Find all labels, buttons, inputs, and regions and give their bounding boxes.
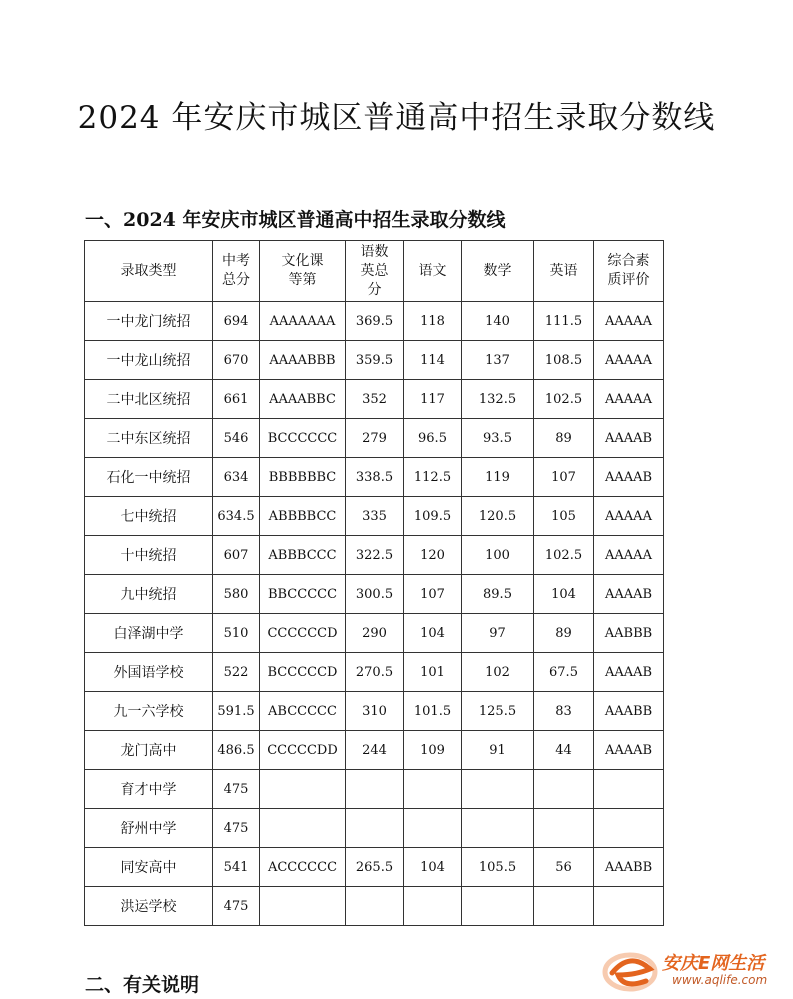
score-cell: 107 xyxy=(534,458,594,497)
score-cell: 117 xyxy=(404,380,462,419)
page-title: 2024 年安庆市城区普通高中招生录取分数线 xyxy=(77,100,716,136)
score-cell: AAAAB xyxy=(594,458,664,497)
score-cell: 107 xyxy=(404,575,462,614)
section-heading-notes: 二、有关说明 xyxy=(85,974,200,996)
table-row xyxy=(85,848,664,887)
score-cell: 89 xyxy=(534,419,594,458)
score-cell xyxy=(404,770,462,809)
score-cell: AAAAB xyxy=(594,419,664,458)
score-cell: 104 xyxy=(404,614,462,653)
score-cell: AAAAA xyxy=(594,536,664,575)
score-cell xyxy=(346,809,404,848)
score-cell: BCCCCCC xyxy=(260,419,346,458)
admission-type-cell: 舒州中学 xyxy=(85,809,213,848)
table-row xyxy=(85,653,664,692)
score-cell: 244 xyxy=(346,731,404,770)
table-row xyxy=(85,497,664,536)
score-cell: CCCCCCD xyxy=(260,614,346,653)
score-cell: 670 xyxy=(213,341,260,380)
column-header-line: 中考 xyxy=(222,253,250,269)
score-cell: 89.5 xyxy=(462,575,534,614)
score-cell: 104 xyxy=(404,848,462,887)
column-header-line: 英总 xyxy=(360,262,389,279)
score-cell: 607 xyxy=(213,536,260,575)
score-cell: 137 xyxy=(462,341,534,380)
score-cell xyxy=(462,770,534,809)
admission-type-cell: 七中统招 xyxy=(85,497,213,536)
table-row xyxy=(85,887,664,926)
score-cell: 96.5 xyxy=(404,419,462,458)
admission-type-cell: 一中龙山统招 xyxy=(85,341,213,380)
score-cell: 300.5 xyxy=(346,575,404,614)
watermark xyxy=(600,945,790,995)
score-cell: 522 xyxy=(213,653,260,692)
score-cell: 105 xyxy=(534,497,594,536)
score-cell: AAAAB xyxy=(594,575,664,614)
column-header xyxy=(85,241,213,302)
score-cell: 56 xyxy=(534,848,594,887)
column-header-line: 语数 xyxy=(360,243,389,260)
score-cell: ABCCCCC xyxy=(260,692,346,731)
table-row xyxy=(85,302,664,341)
aqlife-logo-icon xyxy=(600,945,662,995)
table-row xyxy=(85,458,664,497)
score-cell xyxy=(594,809,664,848)
score-cell: 118 xyxy=(404,302,462,341)
column-header-line: 文化课 xyxy=(281,253,324,269)
score-cell: 105.5 xyxy=(462,848,534,887)
table-header-row xyxy=(85,241,664,302)
score-cell: AAAABBB xyxy=(260,341,346,380)
score-cell: 279 xyxy=(346,419,404,458)
score-cell: 475 xyxy=(213,809,260,848)
score-cell: ACCCCCC xyxy=(260,848,346,887)
score-cell: 120.5 xyxy=(462,497,534,536)
column-header-line: 综合素 xyxy=(607,253,650,269)
score-cell: AAAAA xyxy=(594,497,664,536)
score-cell: 93.5 xyxy=(462,419,534,458)
score-cell: 102.5 xyxy=(534,536,594,575)
score-cell: 102.5 xyxy=(534,380,594,419)
score-cell xyxy=(594,770,664,809)
score-cell: 338.5 xyxy=(346,458,404,497)
score-cell xyxy=(346,887,404,926)
score-cell: 352 xyxy=(346,380,404,419)
score-cell xyxy=(346,770,404,809)
score-cell: 541 xyxy=(213,848,260,887)
watermark-name: 安庆E网生活 xyxy=(662,953,765,974)
score-cell: 102 xyxy=(462,653,534,692)
admission-type-cell: 石化一中统招 xyxy=(85,458,213,497)
score-cell: 109.5 xyxy=(404,497,462,536)
table-row xyxy=(85,692,664,731)
score-cell: 486.5 xyxy=(213,731,260,770)
score-cell: AAAAA xyxy=(594,302,664,341)
admission-type-cell: 白泽湖中学 xyxy=(85,614,213,653)
score-cell xyxy=(260,809,346,848)
score-cell: 108.5 xyxy=(534,341,594,380)
score-cell: AAABB xyxy=(594,848,664,887)
score-cell: BBCCCCC xyxy=(260,575,346,614)
column-header-line: 数学 xyxy=(483,262,512,279)
score-cell xyxy=(462,809,534,848)
score-cell: 359.5 xyxy=(346,341,404,380)
admission-type-cell: 十中统招 xyxy=(85,536,213,575)
column-header-line: 等第 xyxy=(288,272,317,288)
table-row xyxy=(85,809,664,848)
score-cell: AAAAAAA xyxy=(260,302,346,341)
score-cell: 140 xyxy=(462,302,534,341)
score-cell: 335 xyxy=(346,497,404,536)
score-cell: 270.5 xyxy=(346,653,404,692)
score-cell: 101 xyxy=(404,653,462,692)
score-cell: 661 xyxy=(213,380,260,419)
column-header-line: 语文 xyxy=(418,262,447,279)
column-header xyxy=(462,241,534,302)
score-cell: 634.5 xyxy=(213,497,260,536)
score-cell: 132.5 xyxy=(462,380,534,419)
score-cell: 310 xyxy=(346,692,404,731)
score-cell: CCCCCDD xyxy=(260,731,346,770)
admission-type-cell: 九一六学校 xyxy=(85,692,213,731)
score-cell: BBBBBBC xyxy=(260,458,346,497)
score-cell: AAABB xyxy=(594,692,664,731)
column-header-line: 录取类型 xyxy=(120,262,177,279)
score-cell xyxy=(534,809,594,848)
column-header xyxy=(594,241,664,302)
admission-type-cell: 洪运学校 xyxy=(85,887,213,926)
score-cell: 112.5 xyxy=(404,458,462,497)
table-row xyxy=(85,419,664,458)
score-cell: 104 xyxy=(534,575,594,614)
score-cell xyxy=(404,887,462,926)
column-header xyxy=(260,241,346,302)
score-cell: 100 xyxy=(462,536,534,575)
table-row xyxy=(85,770,664,809)
score-cell: AABBB xyxy=(594,614,664,653)
column-header-line: 分 xyxy=(367,281,382,298)
score-cell: ABBBBCC xyxy=(260,497,346,536)
score-cell: AAAABBC xyxy=(260,380,346,419)
score-cell: BCCCCCD xyxy=(260,653,346,692)
admission-type-cell: 外国语学校 xyxy=(85,653,213,692)
table-row xyxy=(85,575,664,614)
score-cell: 44 xyxy=(534,731,594,770)
score-cell xyxy=(260,770,346,809)
admission-type-cell: 二中北区统招 xyxy=(85,380,213,419)
score-cell: AAAAB xyxy=(594,653,664,692)
admission-score-table xyxy=(84,240,664,926)
score-cell: 694 xyxy=(213,302,260,341)
table-row xyxy=(85,341,664,380)
admission-type-cell: 育才中学 xyxy=(85,770,213,809)
score-cell xyxy=(260,887,346,926)
score-cell: 97 xyxy=(462,614,534,653)
score-cell: 89 xyxy=(534,614,594,653)
score-cell xyxy=(404,809,462,848)
score-cell: AAAAB xyxy=(594,731,664,770)
admission-type-cell: 一中龙门统招 xyxy=(85,302,213,341)
column-header xyxy=(534,241,594,302)
score-cell: 114 xyxy=(404,341,462,380)
score-cell: ABBBCCC xyxy=(260,536,346,575)
score-cell: AAAAA xyxy=(594,380,664,419)
score-cell xyxy=(534,770,594,809)
table-row xyxy=(85,731,664,770)
column-header-line: 质评价 xyxy=(607,272,650,288)
score-cell: 546 xyxy=(213,419,260,458)
score-cell: 634 xyxy=(213,458,260,497)
score-cell: 591.5 xyxy=(213,692,260,731)
section-heading-scores: 一、2024 年安庆市城区普通高中招生录取分数线 xyxy=(85,209,506,231)
column-header xyxy=(213,241,260,302)
score-cell: 119 xyxy=(462,458,534,497)
score-cell: 125.5 xyxy=(462,692,534,731)
score-cell: 580 xyxy=(213,575,260,614)
score-cell: 369.5 xyxy=(346,302,404,341)
column-header xyxy=(346,241,404,302)
score-cell: 67.5 xyxy=(534,653,594,692)
score-cell: 111.5 xyxy=(534,302,594,341)
table-body xyxy=(85,302,664,926)
column-header-line: 英语 xyxy=(549,262,578,279)
admission-type-cell: 九中统招 xyxy=(85,575,213,614)
score-cell: 83 xyxy=(534,692,594,731)
admission-type-cell: 同安高中 xyxy=(85,848,213,887)
column-header-line: 总分 xyxy=(222,272,250,288)
score-cell xyxy=(594,887,664,926)
score-cell: 91 xyxy=(462,731,534,770)
score-cell: AAAAA xyxy=(594,341,664,380)
score-cell: 265.5 xyxy=(346,848,404,887)
score-cell: 322.5 xyxy=(346,536,404,575)
score-cell: 510 xyxy=(213,614,260,653)
admission-type-cell: 二中东区统招 xyxy=(85,419,213,458)
admission-type-cell: 龙门高中 xyxy=(85,731,213,770)
score-cell: 290 xyxy=(346,614,404,653)
score-cell xyxy=(534,887,594,926)
score-cell xyxy=(462,887,534,926)
table-row xyxy=(85,536,664,575)
score-cell: 475 xyxy=(213,887,260,926)
table-row xyxy=(85,614,664,653)
table-row xyxy=(85,380,664,419)
column-header xyxy=(404,241,462,302)
score-cell: 101.5 xyxy=(404,692,462,731)
watermark-url: www.aqlife.com xyxy=(672,973,768,987)
score-cell: 475 xyxy=(213,770,260,809)
score-cell: 109 xyxy=(404,731,462,770)
score-cell: 120 xyxy=(404,536,462,575)
